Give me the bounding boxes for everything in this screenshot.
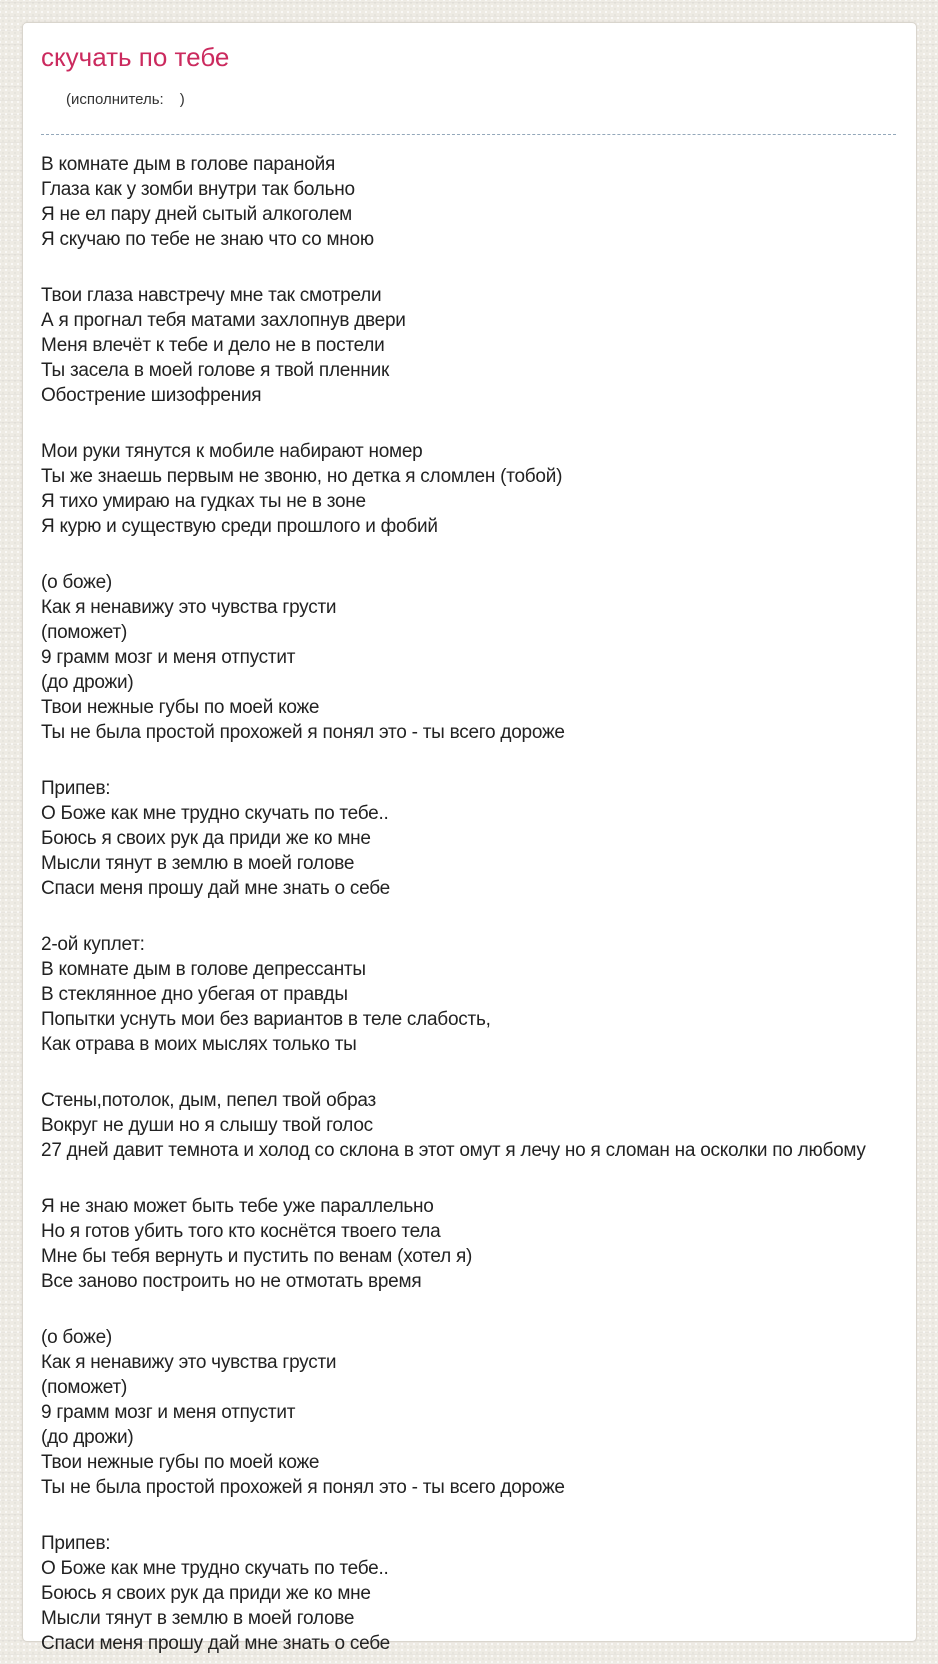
lyric-line: Боюсь я своих рук да приди же ко мне [41,1583,371,1604]
lyric-line: В комнате дым в голове паранойя [41,154,335,175]
lyric-line: Мне бы тебя вернуть и пустить по венам (хотел я) [41,1246,473,1267]
lyric-line: Глаза как у зомби внутри так больно [41,179,355,200]
lyric-line: (до дрожи) [41,672,134,693]
lyric-line: Как отрава в моих мыслях только ты [41,1034,357,1055]
stanza-1 [41,152,896,252]
lyric-line: В стеклянное дно убегая от правды [41,984,348,1005]
lyric-line: А я прогнал тебя матами захлопнув двери [41,310,406,331]
lyric-line: Ты засела в моей голове я твой пленник [41,360,390,381]
lyric-line: Я курю и существую среди прошлого и фобий [41,516,438,537]
artist-value [164,103,180,104]
lyric-line: Мысли тянут в землю в моей голове [41,853,355,874]
stanza-10-chorus [41,1531,896,1656]
lyric-line: 2-ой куплет: [41,934,145,955]
lyric-line: Боюсь я своих рук да приди же ко мне [41,828,371,849]
lyric-line: Как я ненавижу это чувства грусти [41,597,337,618]
artist-line [41,73,896,135]
lyric-line: Ты не была простой прохожей я понял это - ты всего дороже [41,1477,565,1498]
lyric-line: Твои глаза навстречу мне так смотрели [41,285,382,306]
lyric-line: О Боже как мне трудно скучать по тебе.. [41,803,389,824]
lyric-line: (поможет) [41,1377,128,1398]
lyric-line: 9 грамм мозг и меня отпустит [41,1402,296,1423]
lyric-line: Я скучаю по тебе не знаю что со мною [41,229,374,250]
lyric-line: Я не знаю может быть тебе уже параллельно [41,1196,434,1217]
lyric-line: Стены,потолок, дым, пепел твой образ [41,1090,376,1111]
lyric-line: Спаси меня прошу дай мне знать о себе [41,878,390,899]
lyric-line: Вокруг не души но я слышу твой голос [41,1115,373,1136]
lyrics-card [22,22,917,1654]
stanza-5-chorus [41,776,896,901]
lyric-line: Мысли тянут в землю в моей голове [41,1608,355,1629]
lyric-line: Я не ел пару дней сытый алкоголем [41,204,352,225]
stanza-3 [41,439,896,539]
lyric-line: Обострение шизофрения [41,385,262,406]
artist-label-close: ) [179,91,185,108]
lyric-line: (до дрожи) [41,1427,134,1448]
lyric-line: Твои нежные губы по моей коже [41,1452,320,1473]
lyric-line: (поможет) [41,622,128,643]
stanza-2 [41,283,896,408]
lyric-line: Ты не была простой прохожей я понял это - ты всего дороже [41,722,565,743]
stanza-4 [41,570,896,745]
lyric-line: Ты же знаешь первым не звоню, но детка я сломлен (тобой) [41,466,563,487]
lyric-line: (о боже) [41,572,113,593]
lyric-line: В комнате дым в голове депрессанты [41,959,366,980]
lyric-line: Твои нежные губы по моей коже [41,697,320,718]
song-header [41,43,896,135]
song-title: скучать по тебе [41,42,230,72]
lyric-line: 9 грамм мозг и меня отпустит [41,647,296,668]
lyric-line: Припев: [41,778,111,799]
stanza-7 [41,1088,896,1163]
lyric-line: Я тихо умираю на гудках ты не в зоне [41,491,366,512]
lyric-line: Как я ненавижу это чувства грусти [41,1352,337,1373]
stanza-6-verse2 [41,932,896,1057]
lyric-line: Спаси меня прошу дай мне знать о себе [41,1633,390,1654]
lyric-line: Мои руки тянутся к мобиле набирают номер [41,441,423,462]
lyric-line: Но я готов убить того кто коснётся твоего тела [41,1221,441,1242]
lyric-line: О Боже как мне трудно скучать по тебе.. [41,1558,389,1579]
lyrics-text [41,152,896,1656]
lyric-line: Припев: [41,1533,111,1554]
stanza-8 [41,1194,896,1294]
stanza-9 [41,1325,896,1500]
lyric-line-long: 27 дней давит темнота и холод со склона в этот омут я лечу но я сломан на осколки по любому [41,1140,866,1161]
lyric-line: Меня влечёт к тебе и дело не в постели [41,335,385,356]
lyric-line: (о боже) [41,1327,113,1348]
lyric-line: Все заново построить но не отмотать время [41,1271,422,1292]
artist-label: (исполнитель: [66,91,164,108]
lyric-line: Попытки уснуть мои без вариантов в теле слабость, [41,1009,491,1030]
